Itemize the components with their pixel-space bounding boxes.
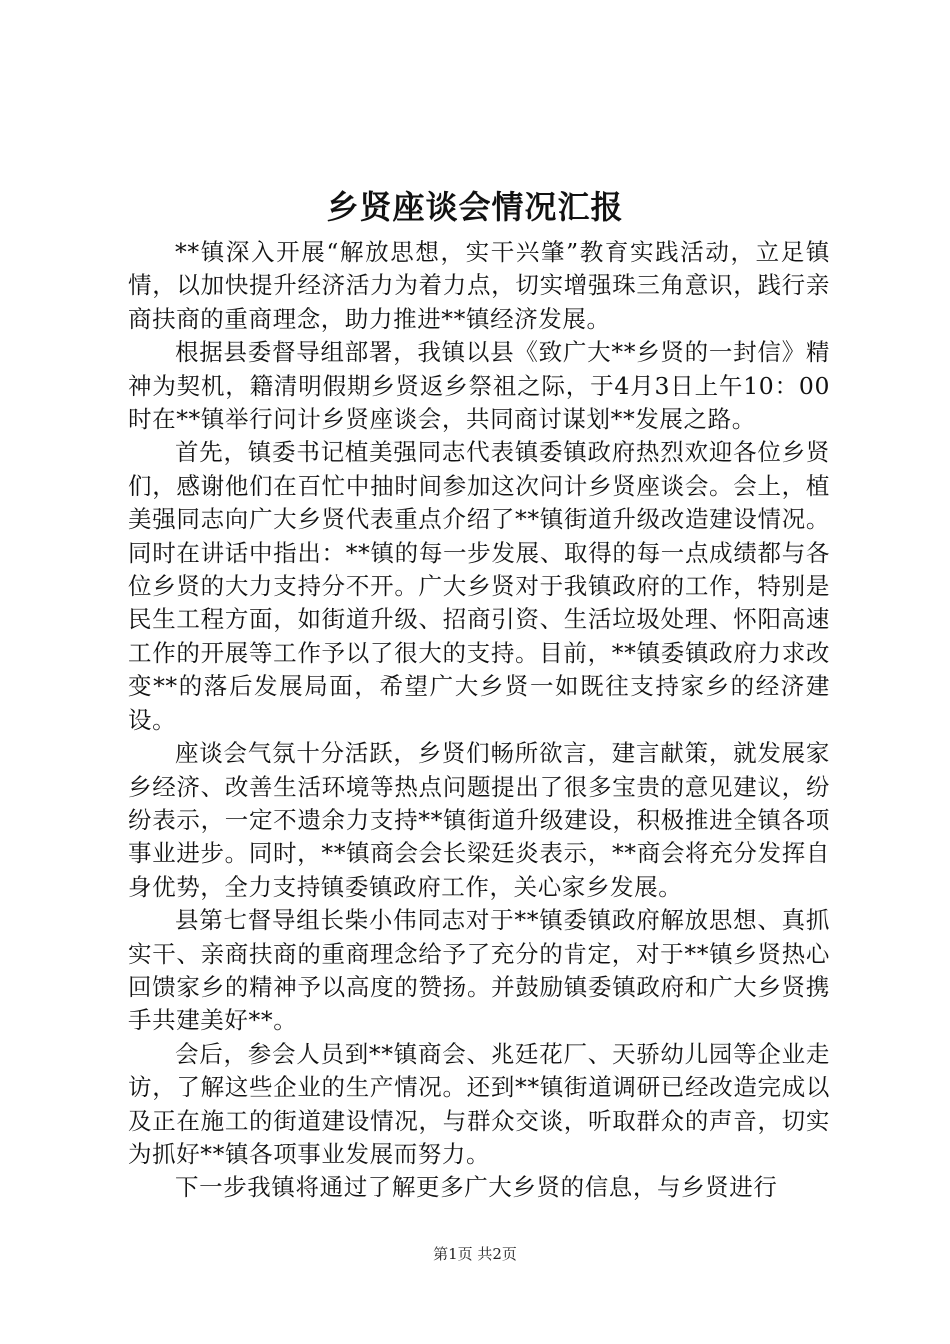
paragraph-4: 座谈会气氛十分活跃，乡贤们畅所欲言，建言献策，就发展家乡经济、改善生活环境等热点问题提出了很多宝贵的意见建议，纷纷表示，一定不遗余力支持**镇街道升级建设，积极推进全镇各项事业进步。同时，**镇商会会长梁廷炎表示，**商会将充分发挥自身优势，全力支持镇委镇政府工作，关心家乡发展。 xyxy=(128,739,830,901)
paragraph-2: 根据县委督导组部署，我镇以县《致广大**乡贤的一封信》精神为契机，籍清明假期乡贤返乡祭祖之际，于4月3日上午10：00时在**镇举行问计乡贤座谈会，共同商讨谋划**发展之路。 xyxy=(128,338,830,434)
page-number-footer: 第1页 共2页 xyxy=(433,1245,517,1263)
paragraph-1: **镇深入开展“解放思想，实干兴肇”教育实践活动，立足镇情，以加快提升经济活力为着力点，切实增强珠三角意识，践行亲商扶商的重商理念，助力推进**镇经济发展。 xyxy=(128,238,830,333)
paragraph-5: 县第七督导组长柴小伟同志对于**镇委镇政府解放思想、真抓实干、亲商扶商的重商理念给予了充分的肯定，对于**镇乡贤热心回馈家乡的精神予以高度的赞扬。并鼓励镇委镇政府和广大乡贤携手共建美好**。 xyxy=(128,906,830,1035)
paragraph-6: 会后，参会人员到**镇商会、兆廷花厂、天骄幼儿园等企业走访，了解这些企业的生产情况。还到**镇街道调研已经改造完成以及正在施工的街道建设情况，与群众交谈，听取群众的声音，切实为抓好**镇各项事业发展而努力。 xyxy=(128,1039,830,1168)
document-body xyxy=(128,236,830,1205)
paragraph-3: 首先，镇委书记植美强同志代表镇委镇政府热烈欢迎各位乡贤们，感谢他们在百忙中抽时间参加这次问计乡贤座谈会。会上，植美强同志向广大乡贤代表重点介绍了**镇街道升级改造建设情况。同时在讲话中指出：**镇的每一步发展、取得的每一点成绩都与各位乡贤的大力支持分不开。广大乡贤对于我镇政府的工作，特别是民生工程方面，如街道升级、招商引资、生活垃圾处理、怀阳高速工作的开展等工作予以了很大的支持。目前，**镇委镇政府力求改变**的落后发展局面，希望广大乡贤一如既往支持家乡的经济建设。 xyxy=(128,438,830,734)
document-title: 乡贤座谈会情况汇报 xyxy=(326,188,624,226)
paragraph-7: 下一步我镇将通过了解更多广大乡贤的信息，与乡贤进行 xyxy=(175,1173,778,1202)
